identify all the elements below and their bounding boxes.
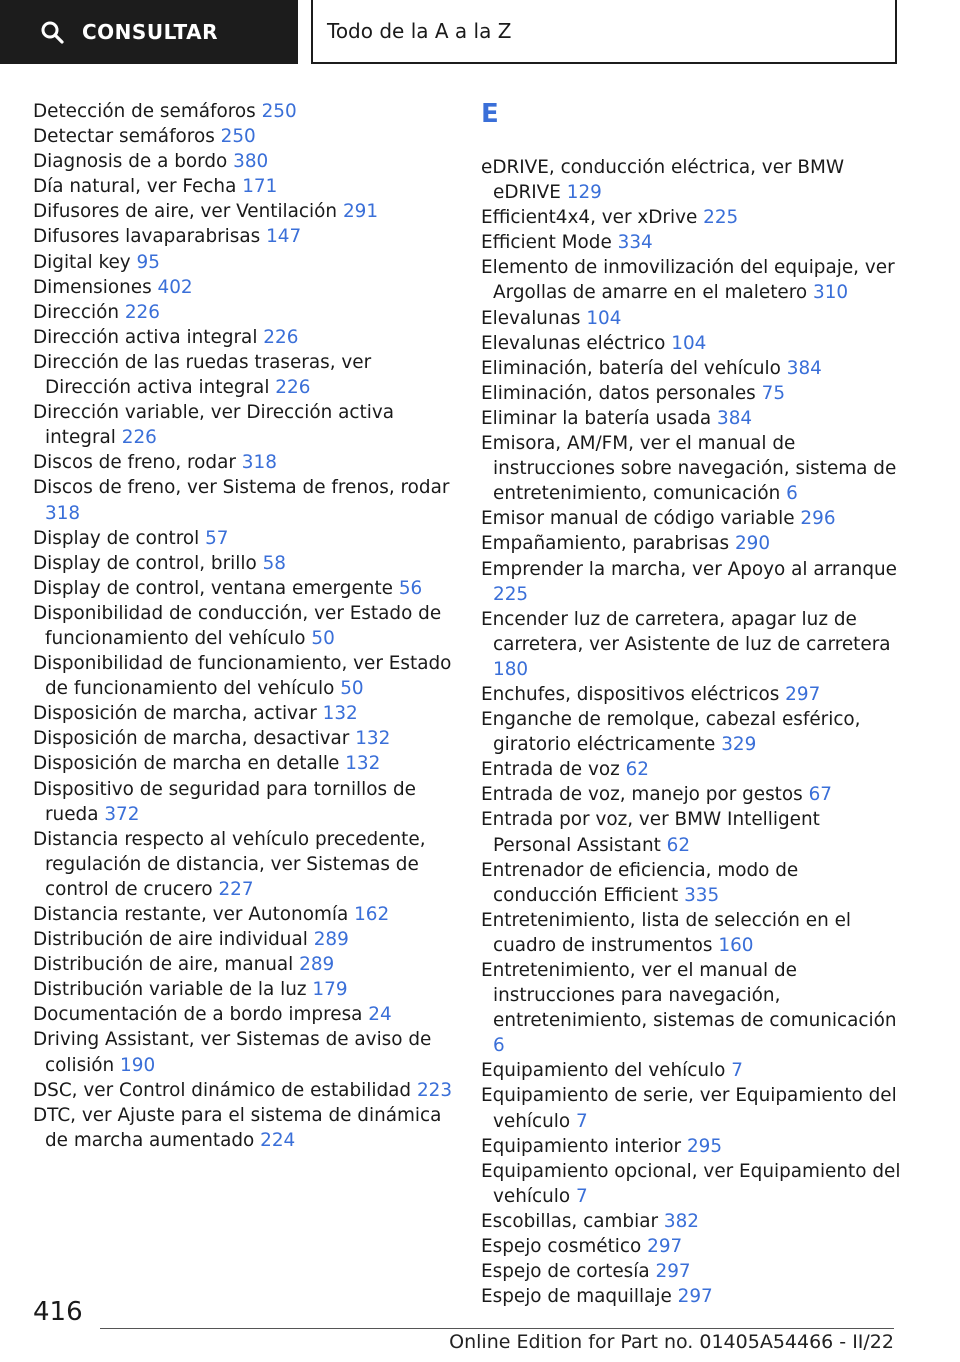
footer-divider	[100, 1328, 894, 1329]
page-reference-link[interactable]: 225	[493, 583, 529, 605]
page-reference-link[interactable]: 226	[124, 301, 160, 323]
index-entry	[481, 1234, 901, 1259]
index-column-right	[481, 99, 901, 1309]
page-reference-link[interactable]: 104	[671, 332, 707, 354]
index-entry	[481, 255, 901, 305]
index-entry	[33, 902, 453, 927]
index-entry-text: Espejo de cortesía	[481, 1261, 650, 1283]
page-reference-link[interactable]: 226	[275, 377, 311, 399]
index-entry	[481, 1134, 901, 1159]
page-reference-link[interactable]: 190	[120, 1054, 156, 1076]
page-reference-link[interactable]: 224	[260, 1129, 296, 1151]
index-entry-text: Efficient4x4, ver xDrive	[481, 207, 698, 229]
page-reference-link[interactable]: 132	[322, 703, 358, 725]
page-reference-link[interactable]: 171	[242, 176, 278, 198]
index-entry-text: Documentación de a bordo impresa	[33, 1004, 363, 1026]
index-entry-text: Difusores de aire, ver Ventilación	[33, 201, 338, 223]
index-entry-text: Enchufes, dispositivos eléctricos	[481, 683, 780, 705]
page-reference-link[interactable]: 129	[566, 182, 602, 204]
page-reference-link[interactable]: 384	[717, 407, 753, 429]
index-entry-text: eDRIVE, conducción eléctrica, ver BMW eDRIVE	[481, 157, 845, 204]
index-entry-text: Display de control, brillo	[33, 552, 257, 574]
index-entry	[33, 1002, 453, 1027]
page-reference-link[interactable]: 372	[104, 803, 140, 825]
index-entry-text: Entretenimiento, ver el manual de instrucciones para navegación, entretenimiento, sistemas de comunicación	[481, 960, 897, 1032]
page-reference-link[interactable]: 57	[205, 527, 229, 549]
index-entry-text: Equipamiento interior	[481, 1135, 682, 1157]
page-reference-link[interactable]: 147	[266, 226, 302, 248]
index-entry	[33, 174, 453, 199]
index-entry	[33, 1103, 453, 1153]
index-entry	[481, 1209, 901, 1234]
index-entry-text: Emprender la marcha, ver Apoyo al arranque	[481, 558, 897, 580]
page-reference-link[interactable]: 62	[666, 834, 691, 856]
index-entry-text: Dimensiones	[33, 276, 152, 298]
index-entry	[481, 381, 901, 406]
index-entry	[33, 1027, 453, 1077]
index-entry	[33, 199, 453, 224]
index-entry	[33, 777, 453, 827]
index-entry-text: Dispositivo de seguridad para tornillos de rueda	[33, 778, 416, 825]
index-entry	[481, 908, 901, 958]
index-entry-text: Empañamiento, parabrisas	[481, 533, 730, 555]
index-entry-text: DTC, ver Ajuste para el sistema de dinámica de marcha aumentado	[33, 1104, 442, 1151]
index-entry	[481, 431, 901, 506]
index-entry	[33, 827, 453, 902]
index-entry	[33, 124, 453, 149]
index-entry-text: Display de control	[33, 527, 200, 549]
index-entry-text: Disponibilidad de conducción, ver Estado de funcionamiento del vehículo	[33, 602, 442, 649]
page-reference-link[interactable]: 334	[617, 232, 653, 254]
page-reference-link[interactable]: 62	[625, 759, 649, 781]
index-entry	[481, 230, 901, 255]
index-entry-text: Entrenador de eficiencia, modo de conducción Efficient	[481, 859, 799, 906]
page-reference-link[interactable]: 291	[342, 201, 379, 223]
index-entry	[33, 1078, 453, 1103]
index-entry-text: Distribución variable de la luz	[33, 979, 307, 1001]
index-entry	[33, 224, 453, 249]
page-reference-link[interactable]: 318	[241, 452, 277, 474]
index-entry-text: Disposición de marcha, activar	[33, 703, 317, 725]
index-entry	[33, 751, 453, 776]
page-reference-link[interactable]: 180	[493, 658, 529, 680]
index-entry	[481, 858, 901, 908]
page-reference-link[interactable]: 226	[121, 427, 157, 449]
index-entry-text: Emisora, AM/FM, ver el manual de instrucciones sobre navegación, sistema de entretenimiento, comunicación	[481, 433, 897, 505]
page-reference-link[interactable]: 290	[734, 533, 771, 555]
page-reference-link[interactable]: 132	[345, 753, 381, 775]
page-reference-link[interactable]: 75	[761, 382, 786, 404]
index-entry	[33, 977, 453, 1002]
index-entry	[33, 250, 453, 275]
page-reference-link[interactable]: 50	[340, 678, 364, 700]
index-entry-text: Distancia restante, ver Autonomía	[33, 904, 349, 925]
section-tab-label: Todo de la A a la Z	[327, 19, 512, 43]
index-entry	[481, 205, 901, 230]
index-entry	[481, 958, 901, 1058]
index-entry-text: Diagnosis de a bordo	[33, 151, 228, 173]
page-reference-link[interactable]: 318	[45, 502, 81, 524]
index-entry	[33, 576, 453, 601]
index-entry	[33, 450, 453, 475]
index-entry-text: Escobillas, cambiar	[481, 1210, 659, 1232]
index-letter-heading: E	[481, 99, 499, 129]
index-entry	[33, 300, 453, 325]
index-entry	[481, 506, 901, 531]
index-entry-text: Digital key	[33, 251, 131, 273]
index-entry	[33, 927, 453, 952]
index-entry	[481, 406, 901, 431]
index-entry	[33, 350, 453, 400]
page-reference-link[interactable]: 6	[786, 483, 798, 505]
edition-label: Online Edition for Part no. 01405A54466 - II/22	[449, 1331, 894, 1353]
index-entry	[481, 757, 901, 782]
search-icon	[40, 20, 64, 44]
index-entry-text: Dirección de las ruedas traseras, ver Dirección activa integral	[33, 351, 372, 399]
index-entry-text: Eliminación, batería del vehículo	[481, 357, 781, 379]
page-reference-link[interactable]: 7	[575, 1185, 588, 1207]
index-entry-text: Dirección activa integral	[33, 326, 258, 348]
page-reference-link[interactable]: 6	[493, 1035, 505, 1057]
index-entry-text: Discos de freno, ver Sistema de frenos, rodar	[33, 477, 450, 499]
index-entry	[481, 1058, 901, 1083]
page-reference-link[interactable]: 160	[718, 934, 754, 956]
page-reference-link[interactable]: 50	[311, 627, 335, 649]
index-entry-text: Equipamiento opcional, ver Equipamiento del vehículo	[481, 1160, 901, 1207]
index-entry-text: Display de control, ventana emergente	[33, 577, 393, 599]
index-entry	[481, 1159, 901, 1209]
index-entry-text: Distancia respecto al vehículo precedente, regulación de distancia, ver Sistemas de control de crucero	[33, 828, 426, 900]
index-entry	[33, 149, 453, 174]
page-reference-link[interactable]: 384	[786, 357, 822, 379]
index-entry	[481, 1259, 901, 1284]
page-reference-link[interactable]: 289	[313, 929, 349, 951]
index-entry-text: Efficient Mode	[481, 232, 612, 254]
index-entry-text: Eliminación, datos personales	[481, 382, 756, 404]
page-reference-link[interactable]: 402	[157, 276, 193, 298]
index-entry-text: Entrada de voz, manejo por gestos	[481, 784, 803, 806]
index-entry	[481, 782, 901, 807]
page-reference-link[interactable]: 24	[368, 1004, 392, 1026]
search-tab-label: CONSULTAR	[82, 20, 218, 44]
index-entry-text: Equipamiento de serie, ver Equipamiento del vehículo	[481, 1085, 897, 1132]
index-entry	[481, 707, 901, 757]
page-reference-link[interactable]: 227	[218, 878, 254, 900]
index-entry-text: Espejo de maquillaje	[481, 1286, 672, 1308]
index-entry	[481, 807, 901, 857]
index-entry	[481, 155, 901, 205]
page-reference-link[interactable]: 179	[312, 979, 348, 1001]
index-entry-text: Disposición de marcha en detalle	[33, 753, 340, 775]
page-reference-link[interactable]: 289	[299, 954, 335, 976]
page-reference-link[interactable]: 58	[262, 552, 286, 574]
page-reference-link[interactable]: 7	[575, 1110, 588, 1132]
index-entry	[481, 682, 901, 707]
index-entry-text: Dirección	[33, 301, 119, 323]
index-entry	[33, 275, 453, 300]
section-tab[interactable]	[311, 0, 897, 64]
index-entry-text: Discos de freno, rodar	[33, 452, 236, 474]
page-reference-link[interactable]: 297	[655, 1261, 691, 1283]
page-reference-link[interactable]: 104	[586, 307, 622, 329]
index-entry-text: Elevalunas eléctrico	[481, 332, 666, 354]
page-reference-link[interactable]: 329	[721, 734, 757, 756]
page-reference-link[interactable]: 95	[136, 251, 160, 273]
index-entry-text: Día natural, ver Fecha	[33, 176, 237, 198]
page-reference-link[interactable]: 335	[684, 884, 720, 906]
page-reference-link[interactable]: 250	[220, 126, 256, 148]
index-entry-text: DSC, ver Control dinámico de estabilidad	[33, 1079, 412, 1101]
index-entry	[481, 356, 901, 381]
index-entry	[33, 400, 453, 450]
index-entry	[481, 1284, 901, 1309]
page-reference-link[interactable]: 380	[233, 151, 269, 173]
index-column-left	[33, 99, 453, 1153]
index-entry-text: Dirección variable, ver Dirección activa integral	[33, 402, 394, 449]
page-reference-link[interactable]: 382	[663, 1210, 699, 1232]
index-entry-text: Detectar semáforos	[33, 126, 215, 148]
index-entries-right	[481, 155, 901, 1309]
index-entry	[33, 325, 453, 350]
index-entry	[481, 306, 901, 331]
search-tab[interactable]	[0, 0, 298, 64]
index-entry-text: Distribución de aire, manual	[33, 954, 294, 976]
page-reference-link[interactable]: 250	[261, 101, 297, 122]
page-reference-link[interactable]: 295	[686, 1135, 723, 1157]
index-entry-text: Detección de semáforos	[33, 101, 256, 122]
index-entry	[33, 952, 453, 977]
page-reference-link[interactable]: 67	[808, 784, 832, 806]
index-entry	[33, 526, 453, 551]
index-entry-text: Enganche de remolque, cabezal esférico, giratorio eléctricamente	[481, 709, 861, 756]
index-entry-text: Entrada de voz	[481, 759, 620, 781]
page-reference-link[interactable]: 162	[354, 904, 390, 925]
page-reference-link[interactable]: 310	[813, 282, 849, 304]
index-entry-text: Distribución de aire individual	[33, 929, 308, 951]
index-entry-text: Elevalunas	[481, 307, 581, 329]
index-entry-text: Eliminar la batería usada	[481, 407, 712, 429]
page-reference-link[interactable]: 296	[800, 508, 836, 530]
page-reference-link[interactable]: 7	[731, 1060, 743, 1082]
page-reference-link[interactable]: 223	[416, 1079, 453, 1101]
index-entry-text: Entrada por voz, ver BMW Intelligent Personal Assistant	[481, 809, 820, 856]
index-entry	[481, 331, 901, 356]
index-entry	[33, 551, 453, 576]
index-entry	[33, 726, 453, 751]
page-reference-link[interactable]: 226	[263, 326, 299, 348]
page-number: 416	[33, 1297, 83, 1327]
index-entry-text: Elemento de inmovilización del equipaje, ver Argollas de amarre en el maletero	[481, 257, 895, 304]
index-entry-text: Equipamiento del vehículo	[481, 1060, 726, 1082]
header	[0, 0, 960, 66]
index-entry-text: Disposición de marcha, desactivar	[33, 728, 350, 750]
page-reference-link[interactable]: 297	[677, 1286, 713, 1308]
index-entry	[33, 475, 453, 525]
page-reference-link[interactable]: 225	[703, 207, 739, 229]
index-entry	[481, 531, 901, 556]
index-entry-text: Difusores lavaparabrisas	[33, 226, 261, 248]
index-entry-text: Espejo cosmético	[481, 1236, 642, 1258]
index-entry-text: Entretenimiento, lista de selección en el cuadro de instrumentos	[481, 909, 852, 956]
index-entry-text: Disponibilidad de funcionamiento, ver Estado de funcionamiento del vehículo	[33, 653, 452, 700]
index-entry	[33, 651, 453, 701]
page-reference-link[interactable]: 132	[355, 728, 391, 750]
index-entry	[33, 601, 453, 651]
index-entry	[481, 607, 901, 682]
index-entry-text: Driving Assistant, ver Sistemas de aviso de colisión	[33, 1029, 432, 1076]
index-entry-text: Emisor manual de código variable	[481, 508, 795, 530]
page-reference-link[interactable]: 56	[398, 577, 423, 599]
index-entry	[33, 99, 453, 124]
page-reference-link[interactable]: 297	[647, 1236, 683, 1258]
index-entry-text: Encender luz de carretera, apagar luz de carretera, ver Asistente de luz de carretera	[481, 608, 891, 655]
page-reference-link[interactable]: 297	[785, 683, 821, 705]
index-entry	[481, 557, 901, 607]
index-entry	[481, 1083, 901, 1133]
index-entry	[33, 701, 453, 726]
